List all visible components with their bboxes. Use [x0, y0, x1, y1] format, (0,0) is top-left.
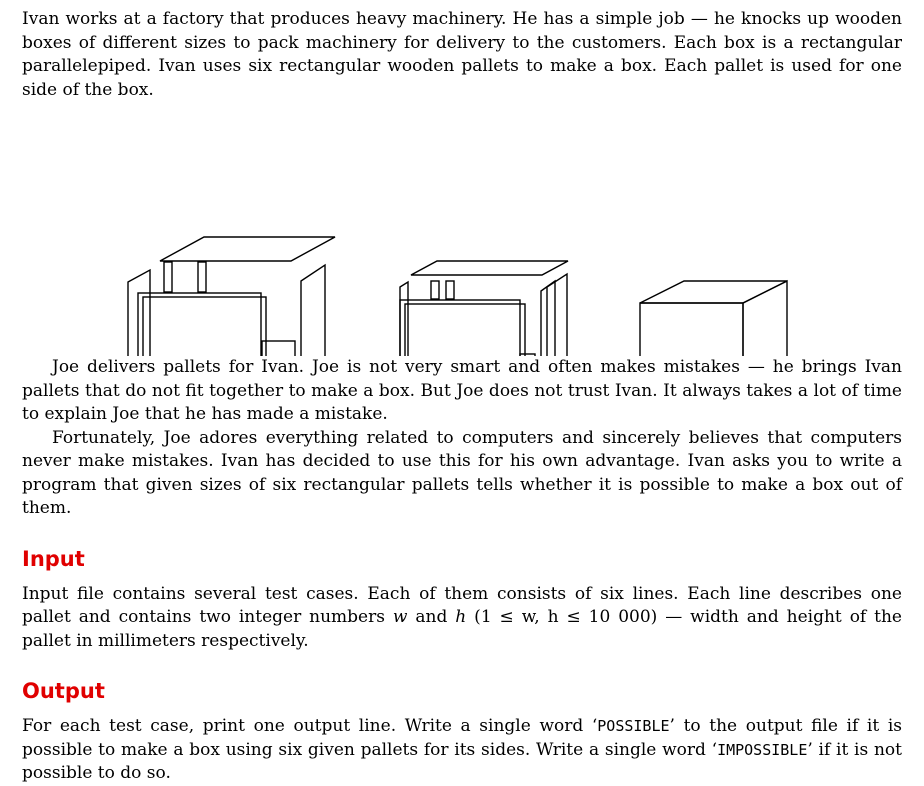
joe-paragraph: Joe delivers pallets for Ivan. Joe is not very smart and often makes mistakes — he brings Ivan pallets that do not fit together to make a box. But Joe does not trust Ivan. It always takes a lot of time to explain Joe that he has made a mistake.: [22, 357, 902, 424]
exploded-box-illustration: [128, 237, 335, 356]
impossible-keyword: IMPOSSIBLE: [717, 740, 808, 759]
box-assembly-figure: [22, 110, 902, 356]
input-constraint: (1 ≤ w, h ≤ 10 000): [466, 607, 658, 627]
possible-keyword: POSSIBLE: [597, 717, 670, 735]
assembled-box-illustration: [640, 281, 787, 356]
output-paragraph: For each test case, print one output line. Write a single word ‘POSSIBLE’ to the output file if it is possible to make a box using six given pallets for its sides. Write a single word ‘IMPOSSIBLE’ if it is not possible to do so.: [22, 716, 902, 783]
box-assembly-diagram: [22, 110, 902, 356]
partial-box-illustration: [400, 261, 568, 356]
computers-paragraph: Fortunately, Joe adores everything related to computers and sincerely believes that computers never make mistakes. Ivan has decided to use this for his own advantage. Ivan asks you to write a program that given sizes of six rectangular pallets tells whether it is possible to make a box out of them.: [22, 427, 902, 518]
input-paragraph: Input file contains several test cases. Each of them consists of six lines. Each line describes one pallet and contains two integer numbers w and h (1 ≤ w, h ≤ 10 000) — width and height of the pallet in millimeters respectively.: [22, 583, 902, 651]
output-heading: Output: [22, 679, 105, 703]
input-heading: Input: [22, 546, 85, 571]
intro-paragraph: Ivan works at a factory that produces heavy machinery. He has a simple job — he knocks up wooden boxes of different sizes to pack machinery for delivery to the customers. Each box is a rectangular parallelepiped. Ivan uses six rectangular wooden pallets to make a box. Each pallet is used for one side of the box.: [22, 9, 902, 100]
problem-statement: [22, 8, 902, 786]
